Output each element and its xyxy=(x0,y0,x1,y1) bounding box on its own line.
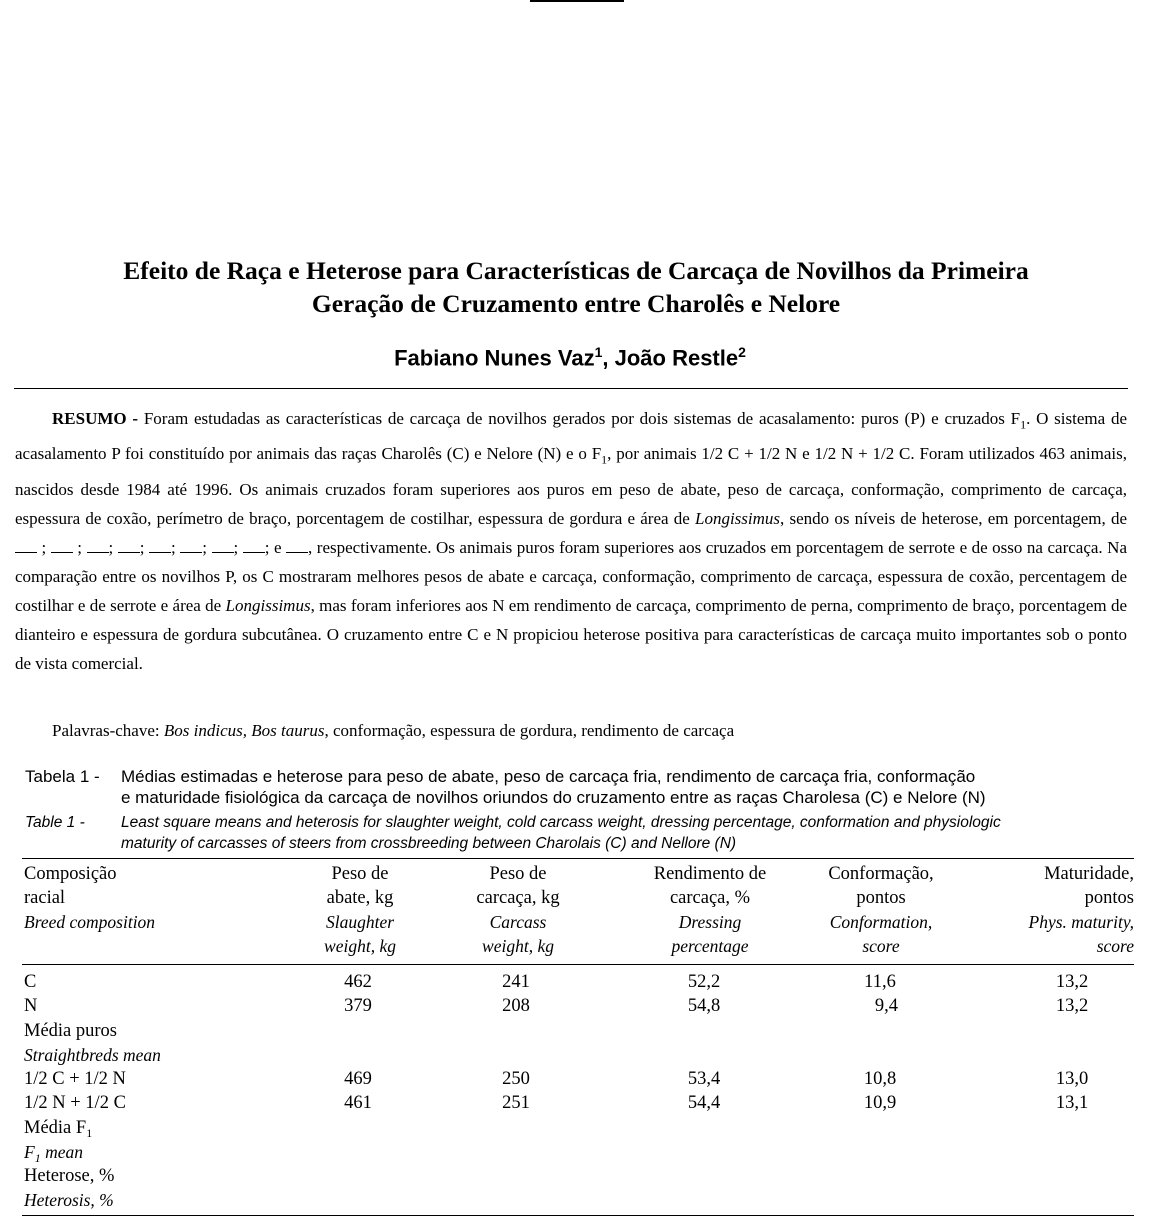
table-cell: 379 xyxy=(344,996,372,1016)
table-cell: 241 xyxy=(502,972,530,992)
blank-field xyxy=(51,542,73,553)
table-caption-pt xyxy=(25,766,1140,808)
row-label: 1/2 N + 1/2 C xyxy=(24,1093,126,1113)
abstract-text-3: , por animais 1/2 C + 1/2 N e 1/2 N + 1/2 C. Foram utilizados 463 animais, nascidos desde 1984 até 1996. Os animais cruzados foram superiores aos puros em peso de abate, peso de carcaça, conformação, comprimento de carcaça, espessura de coxão, perímetro de braço, porcentagem de costilhar, espessura de gordura e área de xyxy=(15,444,1128,528)
table-caption-line: Médias estimadas e heterose para peso de abate, peso de carcaça fria, rendimento de carcaça fria, conformação xyxy=(121,767,976,786)
abstract-italic-2: Longissimus xyxy=(225,595,311,615)
table-cell: 469 xyxy=(344,1069,372,1089)
header-text: pontos xyxy=(856,888,906,908)
abstract-text-1: Foram estudadas as características de carcaça de novilhos gerados por dois sistemas de acasalamento: puros (P) e cruzados F xyxy=(138,409,1021,428)
top-rule xyxy=(530,0,624,2)
table-cell: 13,1 xyxy=(1055,1093,1089,1113)
header-text: pontos xyxy=(1084,888,1134,908)
header-text-en: Breed composition xyxy=(24,912,156,932)
row-label-en-text: F xyxy=(24,1142,35,1162)
table-cell: 52,2 xyxy=(687,972,721,992)
header-text-en: Slaughter xyxy=(325,912,395,932)
table-cell: 250 xyxy=(502,1069,530,1089)
table-cell: 462 xyxy=(344,972,372,992)
header-text-en: weight, kg xyxy=(482,936,554,956)
author-1: Fabiano Nunes Vaz xyxy=(394,345,595,371)
table-header-rule xyxy=(22,964,1134,965)
abstract-sub-2: 1 xyxy=(601,452,608,467)
header-divider xyxy=(14,388,1128,389)
table-cell: 13,2 xyxy=(1055,996,1089,1016)
header-breed xyxy=(24,862,155,934)
row-label-sub: 1 xyxy=(86,1126,93,1140)
header-text-en: Phys. maturity, xyxy=(1028,912,1134,932)
header-conformation xyxy=(806,862,956,958)
table-cell: 11,6 xyxy=(864,972,896,992)
table-caption-label-en: Table 1 - xyxy=(25,814,85,831)
header-text: Peso de xyxy=(331,864,389,884)
row-label-text: Média F xyxy=(24,1118,87,1138)
table-caption-line: e maturidade fisiológica da carcaça de novilhos oriundos do cruzamento entre as raças Charolesa (C) e Nelore (N) xyxy=(121,788,986,807)
header-text-en: Carcass xyxy=(489,912,547,932)
author-2: João Restle xyxy=(614,345,739,371)
keywords-italic: Bos indicus, Bos taurus xyxy=(163,721,325,740)
title-line-2: Geração de Cruzamento entre Charolês e Nelore xyxy=(311,289,841,318)
table-caption-label: Tabela 1 - xyxy=(25,767,100,786)
table-caption-line-en: Least square means and heterosis for slaughter weight, cold carcass weight, dressing percentage, conformation and physiologic xyxy=(121,814,1001,831)
row-label-en: Heterosis, % xyxy=(24,1190,114,1210)
abstract-label: RESUMO - xyxy=(52,409,139,428)
table-cell: 54,8 xyxy=(687,996,721,1016)
table-cell: 251 xyxy=(502,1093,530,1113)
row-label: C xyxy=(24,972,37,992)
row-label-en: Straightbreds mean xyxy=(24,1045,161,1065)
author-1-affiliation: 1 xyxy=(594,344,603,360)
author-2-affiliation: 2 xyxy=(738,344,746,360)
table-cell: 10,8 xyxy=(863,1069,897,1089)
header-text-en: Conformation, xyxy=(829,912,933,932)
header-text: Maturidade, xyxy=(1044,864,1134,884)
table-bottom-rule xyxy=(22,1215,1134,1216)
abstract-italic-1: Longissimus xyxy=(694,508,781,528)
table-cell: 54,4 xyxy=(687,1093,721,1113)
header-text: Conformação, xyxy=(828,864,934,884)
row-label: Média puros xyxy=(24,1021,117,1041)
header-slaughter xyxy=(290,862,430,958)
table-caption-line-en: maturity of carcasses of steers from crossbreeding between Charolais (C) and Nellore (N) xyxy=(121,835,737,852)
header-text: carcaça, % xyxy=(669,888,751,908)
row-label: N xyxy=(24,996,38,1016)
header-text: Peso de xyxy=(489,864,547,884)
blank-field xyxy=(87,542,109,553)
header-text-en: percentage xyxy=(671,936,749,956)
header-text-en: score xyxy=(862,936,900,956)
header-carcass xyxy=(448,862,588,958)
author-separator: , xyxy=(602,345,615,371)
table-cell: 208 xyxy=(502,996,530,1016)
table-cell: 13,0 xyxy=(1055,1069,1089,1089)
abstract-sub-1: 1 xyxy=(1020,417,1027,432)
blank-field xyxy=(212,542,234,553)
abstract-text-6: , mas foram inferiores aos N em rendimento de carcaça, comprimento de perna, comprimento de braço, porcentagem de dianteiro e espessura de gordura subcutânea. O cruzamento entre C e N propiciou heterose positiva para características de carcaça muito importantes sob o ponto de vista comercial. xyxy=(15,595,1127,673)
table-cell: 53,4 xyxy=(687,1069,721,1089)
keywords xyxy=(52,721,734,741)
keywords-label: Palavras-chave: xyxy=(52,721,164,740)
blank-field xyxy=(118,542,140,553)
header-text: abate, kg xyxy=(326,888,394,908)
blank-field xyxy=(180,542,202,553)
blank-field xyxy=(149,542,171,553)
authors xyxy=(0,344,1140,371)
paper-title xyxy=(40,254,1112,320)
header-text-en: weight, kg xyxy=(324,936,396,956)
table-caption-en xyxy=(25,812,1140,854)
blank-field xyxy=(243,542,265,553)
title-line-1: Efeito de Raça e Heterose para Características de Carcaça de Novilhos da Primeira xyxy=(123,256,1029,285)
table-top-rule xyxy=(22,858,1134,859)
header-maturity xyxy=(990,862,1134,958)
header-text-en: Dressing xyxy=(678,912,742,932)
keywords-rest: , conformação, espessura de gordura, rendimento de carcaça xyxy=(324,721,735,740)
row-label-en-rest: mean xyxy=(40,1142,83,1162)
header-text: Composição xyxy=(24,864,117,884)
blank-field xyxy=(15,542,37,553)
header-text-en: score xyxy=(1096,936,1134,956)
table-cell: 13,2 xyxy=(1055,972,1089,992)
blank-field xyxy=(286,542,308,553)
table-cell: 9,4 xyxy=(874,996,898,1016)
header-text: Rendimento de xyxy=(653,864,767,884)
table-cell: 10,9 xyxy=(863,1093,897,1113)
table-cell: 461 xyxy=(344,1093,372,1113)
abstract-text-2: . O sistema de acasalamento P foi constituído por animais das raças Charolês (C) e Nelore (N) e o F xyxy=(15,409,1127,464)
row-label: 1/2 C + 1/2 N xyxy=(24,1069,126,1089)
row-label: Heterose, % xyxy=(24,1166,115,1186)
abstract-text-5: respectivamente. Os animais puros foram superiores aos cruzados em porcentagem de serrote e de osso na carcaça. Na comparação entre os novilhos P, os C mostraram melhores pesos de abate e carcaça, conformação, comprimento de carcaça, espessura de coxão, percentagem de costilhar e de serrote e área de xyxy=(15,537,1127,615)
header-text: carcaça, kg xyxy=(476,888,560,908)
abstract: RESUMO - Foram estudadas as características de carcaça de novilhos gerados por dois sistemas de acasalamento: puros (P) e cruzados $F_1$. O sistema de acasalamento P foi constituído por animais das raças Charolês (C) e Nelore (N) e o $F_1$, por animais 1/2 C + 1/2 N e 1/2 N + 1/2 C. Foram utilizados 463 animais, nascidos desde 1984 até 1996. Os animais cruzados foram superiores aos puros em peso de abate, peso de carcaça, conformação, comprimento de carcaça, espessura de coxão, perímetro de braço, porcentagem de costilhar, espessura de gordura e área de Longissimus, sendo os níveis de heterose, em porcentagem, de ; ; ; ; ; ; ; ; e , respectivamente. Os animais puros foram superiores aos cruzados em porcentagem de serrote e de osso na carcaça. Na comparação entre os novilhos P, os C mostraram melhores pesos de abate e carcaça, conformação, comprimento de carcaça, espessura de coxão, percentagem de costilhar e de serrote e área de Longissimus, mas foram inferiores aos N em rendimento de carcaça, comprimento de perna, comprimento de braço, porcentagem de dianteiro e espessura de gordura subcutânea. O cruzamento entre C e N propiciou heterose positiva para características de carcaça muito importantes sob o ponto de vista comercial. xyxy=(15,409,1128,673)
header-text: racial xyxy=(24,888,66,908)
abstract-text-4: , sendo os níveis de heterose, em porcentagem, de xyxy=(780,508,1127,528)
header-dressing xyxy=(630,862,790,958)
row-label-en-sub: 1 xyxy=(34,1151,41,1165)
